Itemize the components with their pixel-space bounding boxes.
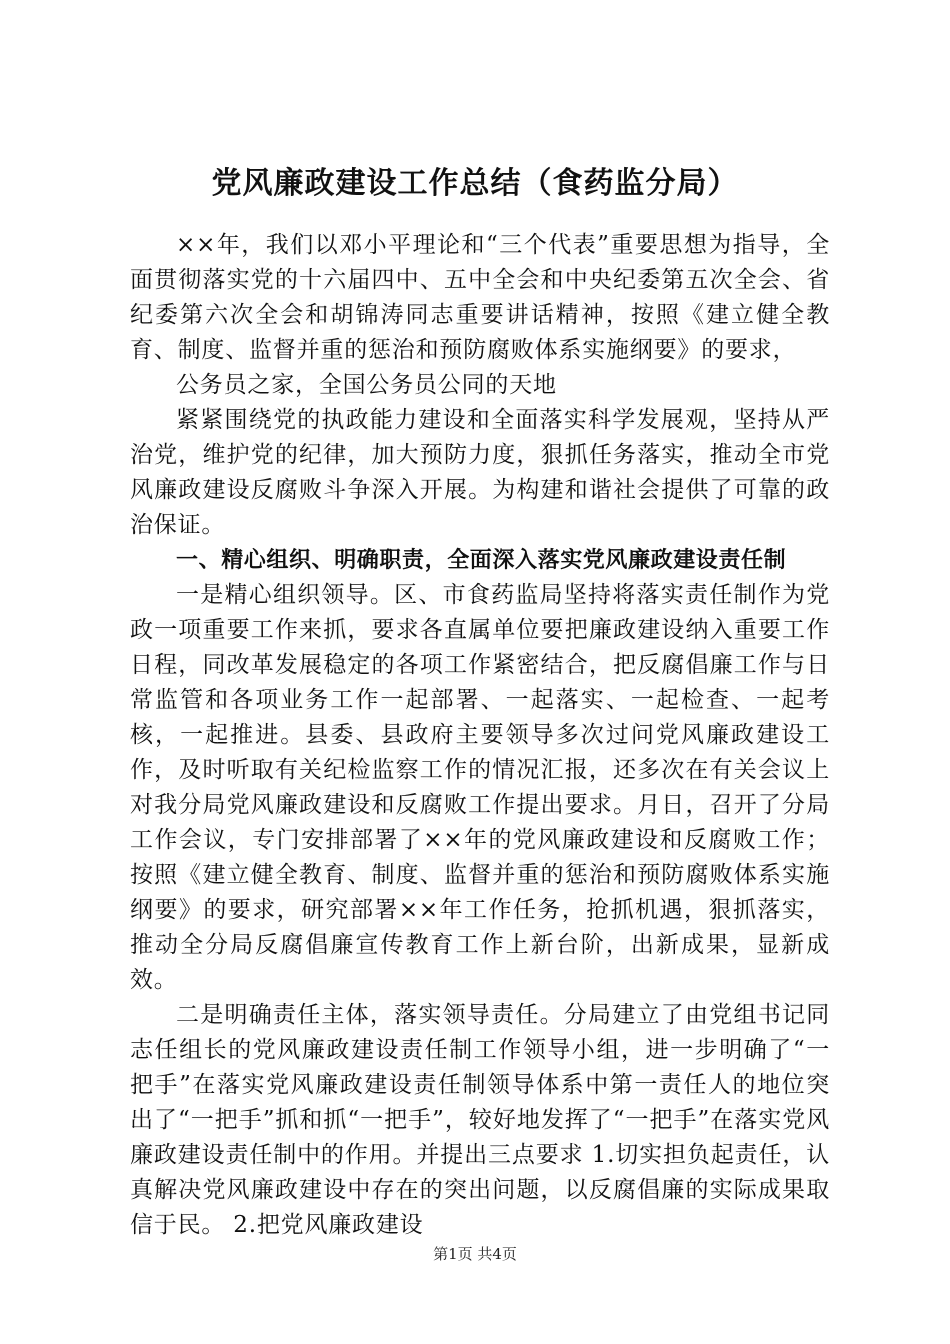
section-paragraph-organization: 一是精心组织领导。区、市食药监局坚持将落实责任制作为党政一项重要工作来抓，要求各直属单位要把廉政建设纳入重要工作日程，同改革发展稳定的各项工作紧密结合，把反腐倡廉工作与日常监管和各项业务工作一起部署、一起落实、一起检查、一起考核，一起推进。县委、县政府主要领导多次过问党风廉政建设工作，及时听取有关纪检监察工作的情况汇报，还多次在有关会议上对我分局党风廉政建设和反腐败工作提出要求。月日，召开了分局工作会议，专门安排部署了××年的党风廉政建设和反腐败工作；按照《建立健全教育、制度、监督并重的惩治和预防腐败体系实施纲要》的要求，研究部署××年工作任务，抢抓机遇，狠抓落实，推动全分局反腐倡廉宣传教育工作上新台阶，出新成果，显新成效。 (130, 582, 830, 993)
website-note-paragraph: 公务员之家，全国公务员公同的天地 (176, 372, 557, 398)
document-body (130, 228, 830, 1243)
document-title: 党风廉政建设工作总结（食药监分局） (211, 166, 739, 201)
section-paragraph-responsibility: 二是明确责任主体，落实领导责任。分局建立了由党组书记同志任组长的党风廉政建设责任制工作领导小组，进一步明确了“一把手”在落实党风廉政建设责任制领导体系中第一责任人的地位突出了“一把手”抓和抓“一把手”，较好地发挥了“一把手”在落实党风廉政建设责任制中的作用。并提出三点要求 1.切实担负起责任，认真解决党风廉政建设中存在的突出问题，以反腐倡廉的实际成果取信于民。 2.把党风廉政建设 (130, 1002, 830, 1238)
page-number-footer: 第1页 共4页 (433, 1245, 517, 1263)
section-heading: 一、精心组织、明确职责，全面深入落实党风廉政建设责任制 (176, 548, 787, 573)
goal-paragraph: 紧紧围绕党的执政能力建设和全面落实科学发展观，坚持从严治党，维护党的纪律，加大预防力度，狠抓任务落实，推动全市党风廉政建设反腐败斗争深入开展。为构建和谐社会提供了可靠的政治保证。 (130, 407, 830, 538)
intro-paragraph: ××年，我们以邓小平理论和“三个代表”重要思想为指导，全面贯彻落实党的十六届四中、五中全会和中央纪委第五次全会、省纪委第六次全会和胡锦涛同志重要讲话精神，按照《建立健全教育、制度、监督并重的惩治和预防腐败体系实施纲要》的要求， (130, 232, 830, 363)
